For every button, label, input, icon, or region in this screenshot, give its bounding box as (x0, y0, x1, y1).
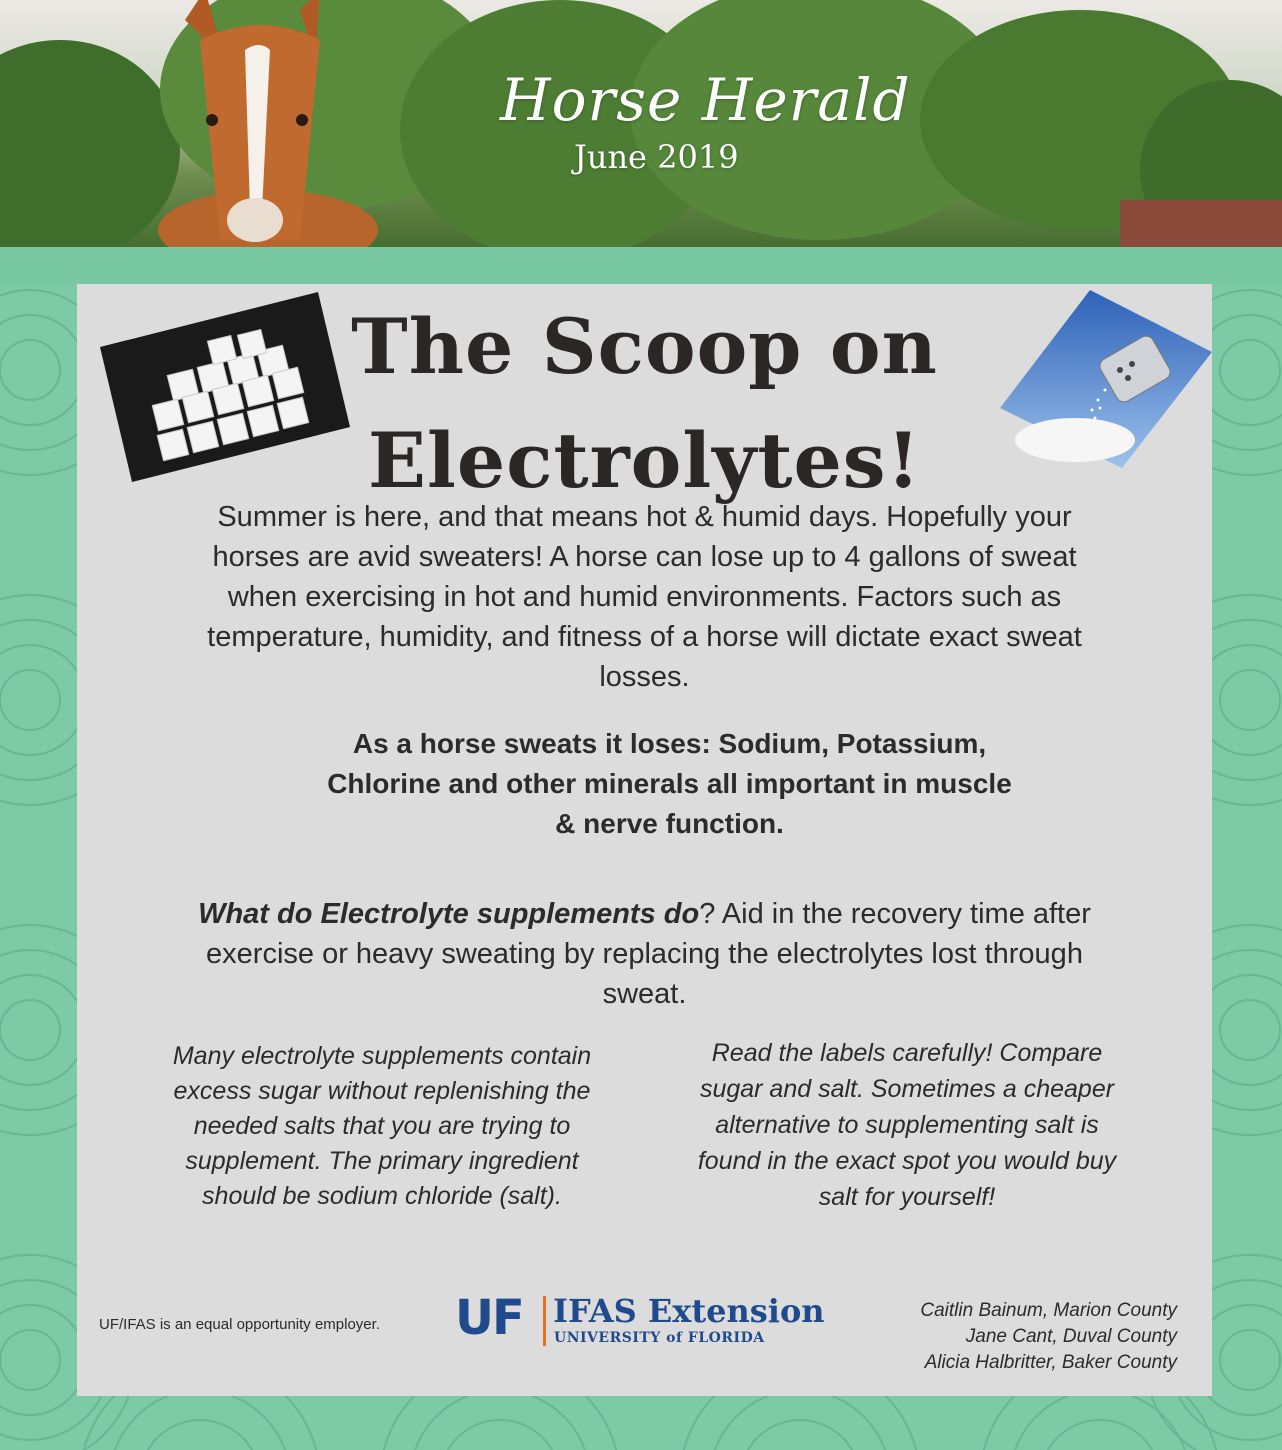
eeo-statement: UF/IFAS is an equal opportunity employer. (99, 1316, 380, 1333)
ifas-extension-logo (455, 1290, 825, 1350)
masthead-title: Horse Herald (500, 66, 911, 134)
losses-paragraph: As a horse sweats it loses: Sodium, Potassium, Chlorine and other minerals all important in muscle & nerve function. (327, 728, 1012, 839)
logo-uf: UF (455, 1290, 523, 1346)
logo-name: IFAS Extension (553, 1292, 825, 1330)
sugar-cubes-photo (100, 292, 350, 482)
masthead-date: June 2019 (574, 138, 739, 176)
supplements-answer: ? Aid in the recovery time after exercise or heavy sweating by replacing the electrolytes lost through sweat. (206, 898, 1091, 1010)
logo-divider (543, 1296, 546, 1346)
author: Jane Cant, Duval County (965, 1326, 1177, 1347)
intro-paragraph: Summer is here, and that means hot & humid days. Hopefully your horses are avid sweaters! A horse can lose up to 4 gallons of sweat when exercising in hot and humid environments. Factors such as temperature, humidity, and fitness of a horse will dictate exact sweat losses. (207, 501, 1082, 693)
header-divider-strip (0, 247, 1282, 285)
author: Alicia Halbritter, Baker County (924, 1352, 1177, 1373)
tip-right: Read the labels carefully! Compare sugar and salt. Sometimes a cheaper alternative to supplementing salt is found in the exact spot you would buy salt for yourself! (697, 1039, 1117, 1211)
headline-line-1: The Scoop on (351, 302, 938, 391)
salt-shaker-photo (1000, 290, 1212, 468)
logo-university: UNIVERSITY of FLORIDA (554, 1330, 765, 1346)
author: Caitlin Bainum, Marion County (920, 1300, 1177, 1321)
supplements-question: What do Electrolyte supplements do (198, 898, 700, 930)
header-photo (0, 0, 1282, 250)
authors-list (837, 1298, 1177, 1376)
supplements-paragraph (187, 894, 1102, 1014)
tip-left: Many electrolyte supplements contain excess sugar without replenishing the needed salts that you are trying to supplement. The primary ingredient should be sodium chloride (salt). (172, 1042, 592, 1210)
headline-line-2: Electrolytes! (368, 416, 921, 505)
